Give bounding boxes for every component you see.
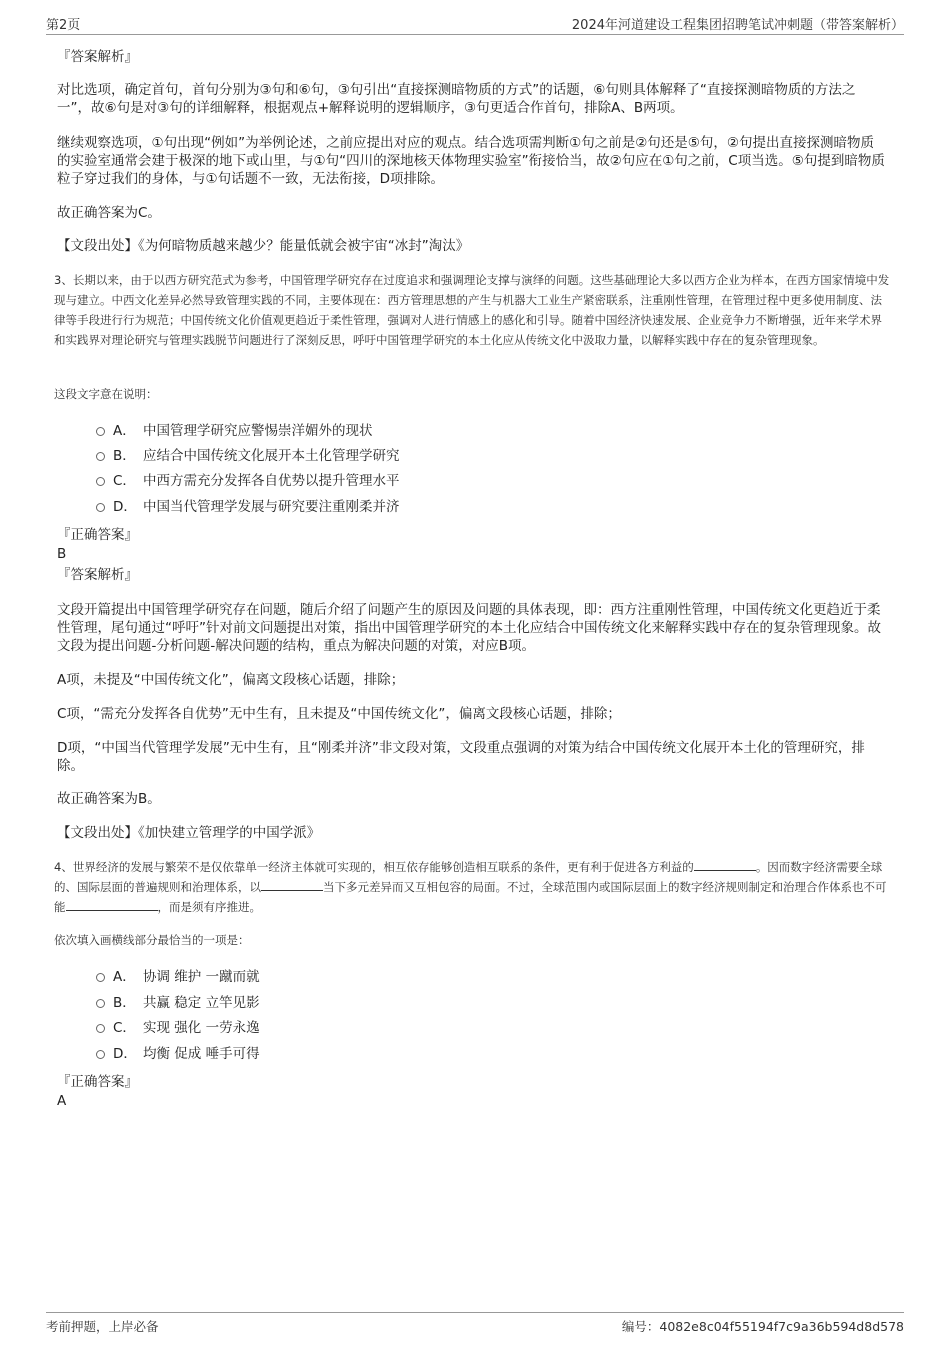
- option-letter: D．: [113, 499, 137, 515]
- document-id: 编号：4082e8c04f55194f7c9a36b594d8d578: [621, 1319, 904, 1334]
- radio-icon[interactable]: [96, 973, 105, 982]
- page-footer: [46, 1312, 904, 1334]
- fill-in-blank-1: [694, 858, 756, 871]
- q4-option-a[interactable]: [96, 968, 260, 986]
- radio-icon[interactable]: [96, 1050, 105, 1059]
- page-header: [46, 14, 904, 35]
- q3-option-c[interactable]: [96, 472, 400, 490]
- radio-icon[interactable]: [96, 503, 105, 512]
- fill-in-blank-3: [66, 898, 158, 911]
- option-letter: B．: [113, 995, 136, 1011]
- radio-icon[interactable]: [96, 999, 105, 1008]
- page-number: 第2页: [46, 18, 81, 33]
- q4-stem: [54, 857, 890, 917]
- q4-stem-part-1: 4、世界经济的发展与繁荣不是仅依靠单一经济主体就可实现的，相互依存能够创造相互联系的条件，更有利于促进各方利益的: [54, 860, 694, 874]
- q3-conclusion: 故正确答案为B。: [57, 791, 161, 807]
- radio-icon[interactable]: [96, 427, 105, 436]
- option-text: 中国当代管理学发展与研究要注重刚柔并济: [143, 499, 400, 515]
- q2-analysis-paragraph-1: 对比选项，确定首句，首句分别为③句和⑥句，③句引出“直接探测暗物质的方式”的话题，⑥句则具体解释了“直接探测暗物质的方法之一”，故⑥句是对③句的详细解释，根据观点+解释说明的逻辑顺序，③句更适合作首句，排除A、B两项。: [57, 82, 856, 116]
- q4-answer: A: [57, 1093, 67, 1109]
- q2-analysis-paragraph-2: 继续观察选项，①句出现“例如”为举例论述，之前应提出对应的观点。结合选项需判断①句之前是②句还是⑤句，②句提出直接探测暗物质的实验室通常会建于极深的地下或山里，与①句“四川的深地核天体物理实验室”衔接恰当，故②句应在①句之前，C项当选。⑤句提到暗物质粒子穿过我们的身体，与①句话题不一致，无法衔接，D项排除。: [57, 135, 885, 187]
- q3-option-b[interactable]: [96, 447, 400, 465]
- q4-option-d[interactable]: [96, 1045, 260, 1063]
- radio-icon[interactable]: [96, 452, 105, 461]
- q4-prompt: 依次填入画横线部分最恰当的一项是：: [54, 933, 250, 947]
- q4-stem-part-4: ，而是须有序推进。: [157, 900, 261, 914]
- q3-option-a[interactable]: [96, 422, 373, 440]
- option-letter: C．: [113, 1020, 136, 1036]
- q3-prompt: 这段文字意在说明：: [54, 387, 158, 401]
- option-text: 中西方需充分发挥各自优势以提升管理水平: [143, 473, 400, 489]
- footer-slogan: 考前押题，上岸必备: [46, 1319, 159, 1334]
- q3-analysis-option-d: D项，“中国当代管理学发展”无中生有，且“刚柔并济”非文段对策，文段重点强调的对策为结合中国传统文化展开本土化的管理研究，排除。: [57, 740, 865, 774]
- q4-stem-part-2: 。因而数字经济需要全球的、国际层面的普遍规则和治理体系，以: [54, 860, 883, 894]
- option-letter: A．: [113, 423, 136, 439]
- q4-stem-part-3: 当下多元差异而又互相包容的局面。不过，全球范围内或国际层面上的数字经济规则制定和治理合作体系也不可能: [54, 880, 887, 914]
- q3-analysis-option-a: A项，未提及“中国传统文化”，偏离文段核心话题，排除；: [57, 672, 405, 688]
- q3-answer: B: [57, 546, 67, 562]
- radio-icon[interactable]: [96, 477, 105, 486]
- q4-option-b[interactable]: [96, 994, 260, 1012]
- q4-answer-label: 『正确答案』: [57, 1074, 138, 1090]
- option-letter: B．: [113, 448, 136, 464]
- option-letter: C．: [113, 473, 136, 489]
- q3-analysis-paragraph-1: 文段开篇提出中国管理学研究存在问题，随后介绍了问题产生的原因及问题的具体表现，即：西方注重刚性管理，中国传统文化更趋近于柔性管理，尾句通过“呼吁”针对前文问题提出对策，指出中国管理学研究的本土化应结合中国传统文化来解释实践中存在的复杂管理现象。故文段为提出问题-分析问题-解决问题的结构，重点为解决问题的对策，对应B项。: [57, 602, 881, 654]
- option-text: 应结合中国传统文化展开本土化管理学研究: [143, 448, 400, 464]
- q3-option-d[interactable]: [96, 498, 400, 516]
- option-text: 实现 强化 一劳永逸: [143, 1020, 260, 1036]
- option-letter: A．: [113, 969, 136, 985]
- option-text: 协调 维护 一蹴而就: [143, 969, 260, 985]
- q4-option-c[interactable]: [96, 1019, 260, 1037]
- q2-conclusion: 故正确答案为C。: [57, 205, 161, 221]
- option-text: 共赢 稳定 立竿见影: [143, 995, 260, 1011]
- q3-answer-label: 『正确答案』: [57, 527, 138, 543]
- q3-analysis-label: 『答案解析』: [57, 567, 138, 583]
- q3-stem: 3、长期以来，由于以西方研究范式为参考，中国管理学研究存在过度追求和强调理论支撑与演绎的问题。这些基础理论大多以西方企业为样本，在西方国家情境中发现与建立。中西文化差异必然导致管理实践的不同，主要体现在：西方管理思想的产生与机器大工业生产紧密联系，注重刚性管理，在管理过程中更多使用制度、法律等手段进行行为规范；中国传统文化价值观更趋近于柔性管理，强调对人进行情感上的感化和引导。随着中国经济快速发展、企业竞争力不断增强，近年来学术界和实践界对理论研究与管理实践脱节问题进行了深刻反思，呼吁中国管理学研究的本土化应从传统文化中汲取力量，以解释实践中存在的复杂管理现象。: [54, 273, 890, 347]
- option-text: 中国管理学研究应警惕崇洋媚外的现状: [143, 423, 373, 439]
- q2-analysis-label: 『答案解析』: [57, 49, 138, 65]
- q3-analysis-option-c: C项，“需充分发挥各自优势”无中生有，且未提及“中国传统文化”，偏离文段核心话题，排除；: [57, 706, 621, 722]
- document-title: 2024年河道建设工程集团招聘笔试冲刺题（带答案解析）: [571, 18, 904, 33]
- option-text: 均衡 促成 唾手可得: [143, 1046, 260, 1062]
- fill-in-blank-2: [261, 878, 323, 891]
- q3-source: 【文段出处】《加快建立管理学的中国学派》: [57, 825, 321, 841]
- option-letter: D．: [113, 1046, 137, 1062]
- q2-source: 【文段出处】《为何暗物质越来越少？能量低就会被宇宙“冰封”淘汰》: [57, 238, 470, 254]
- radio-icon[interactable]: [96, 1024, 105, 1033]
